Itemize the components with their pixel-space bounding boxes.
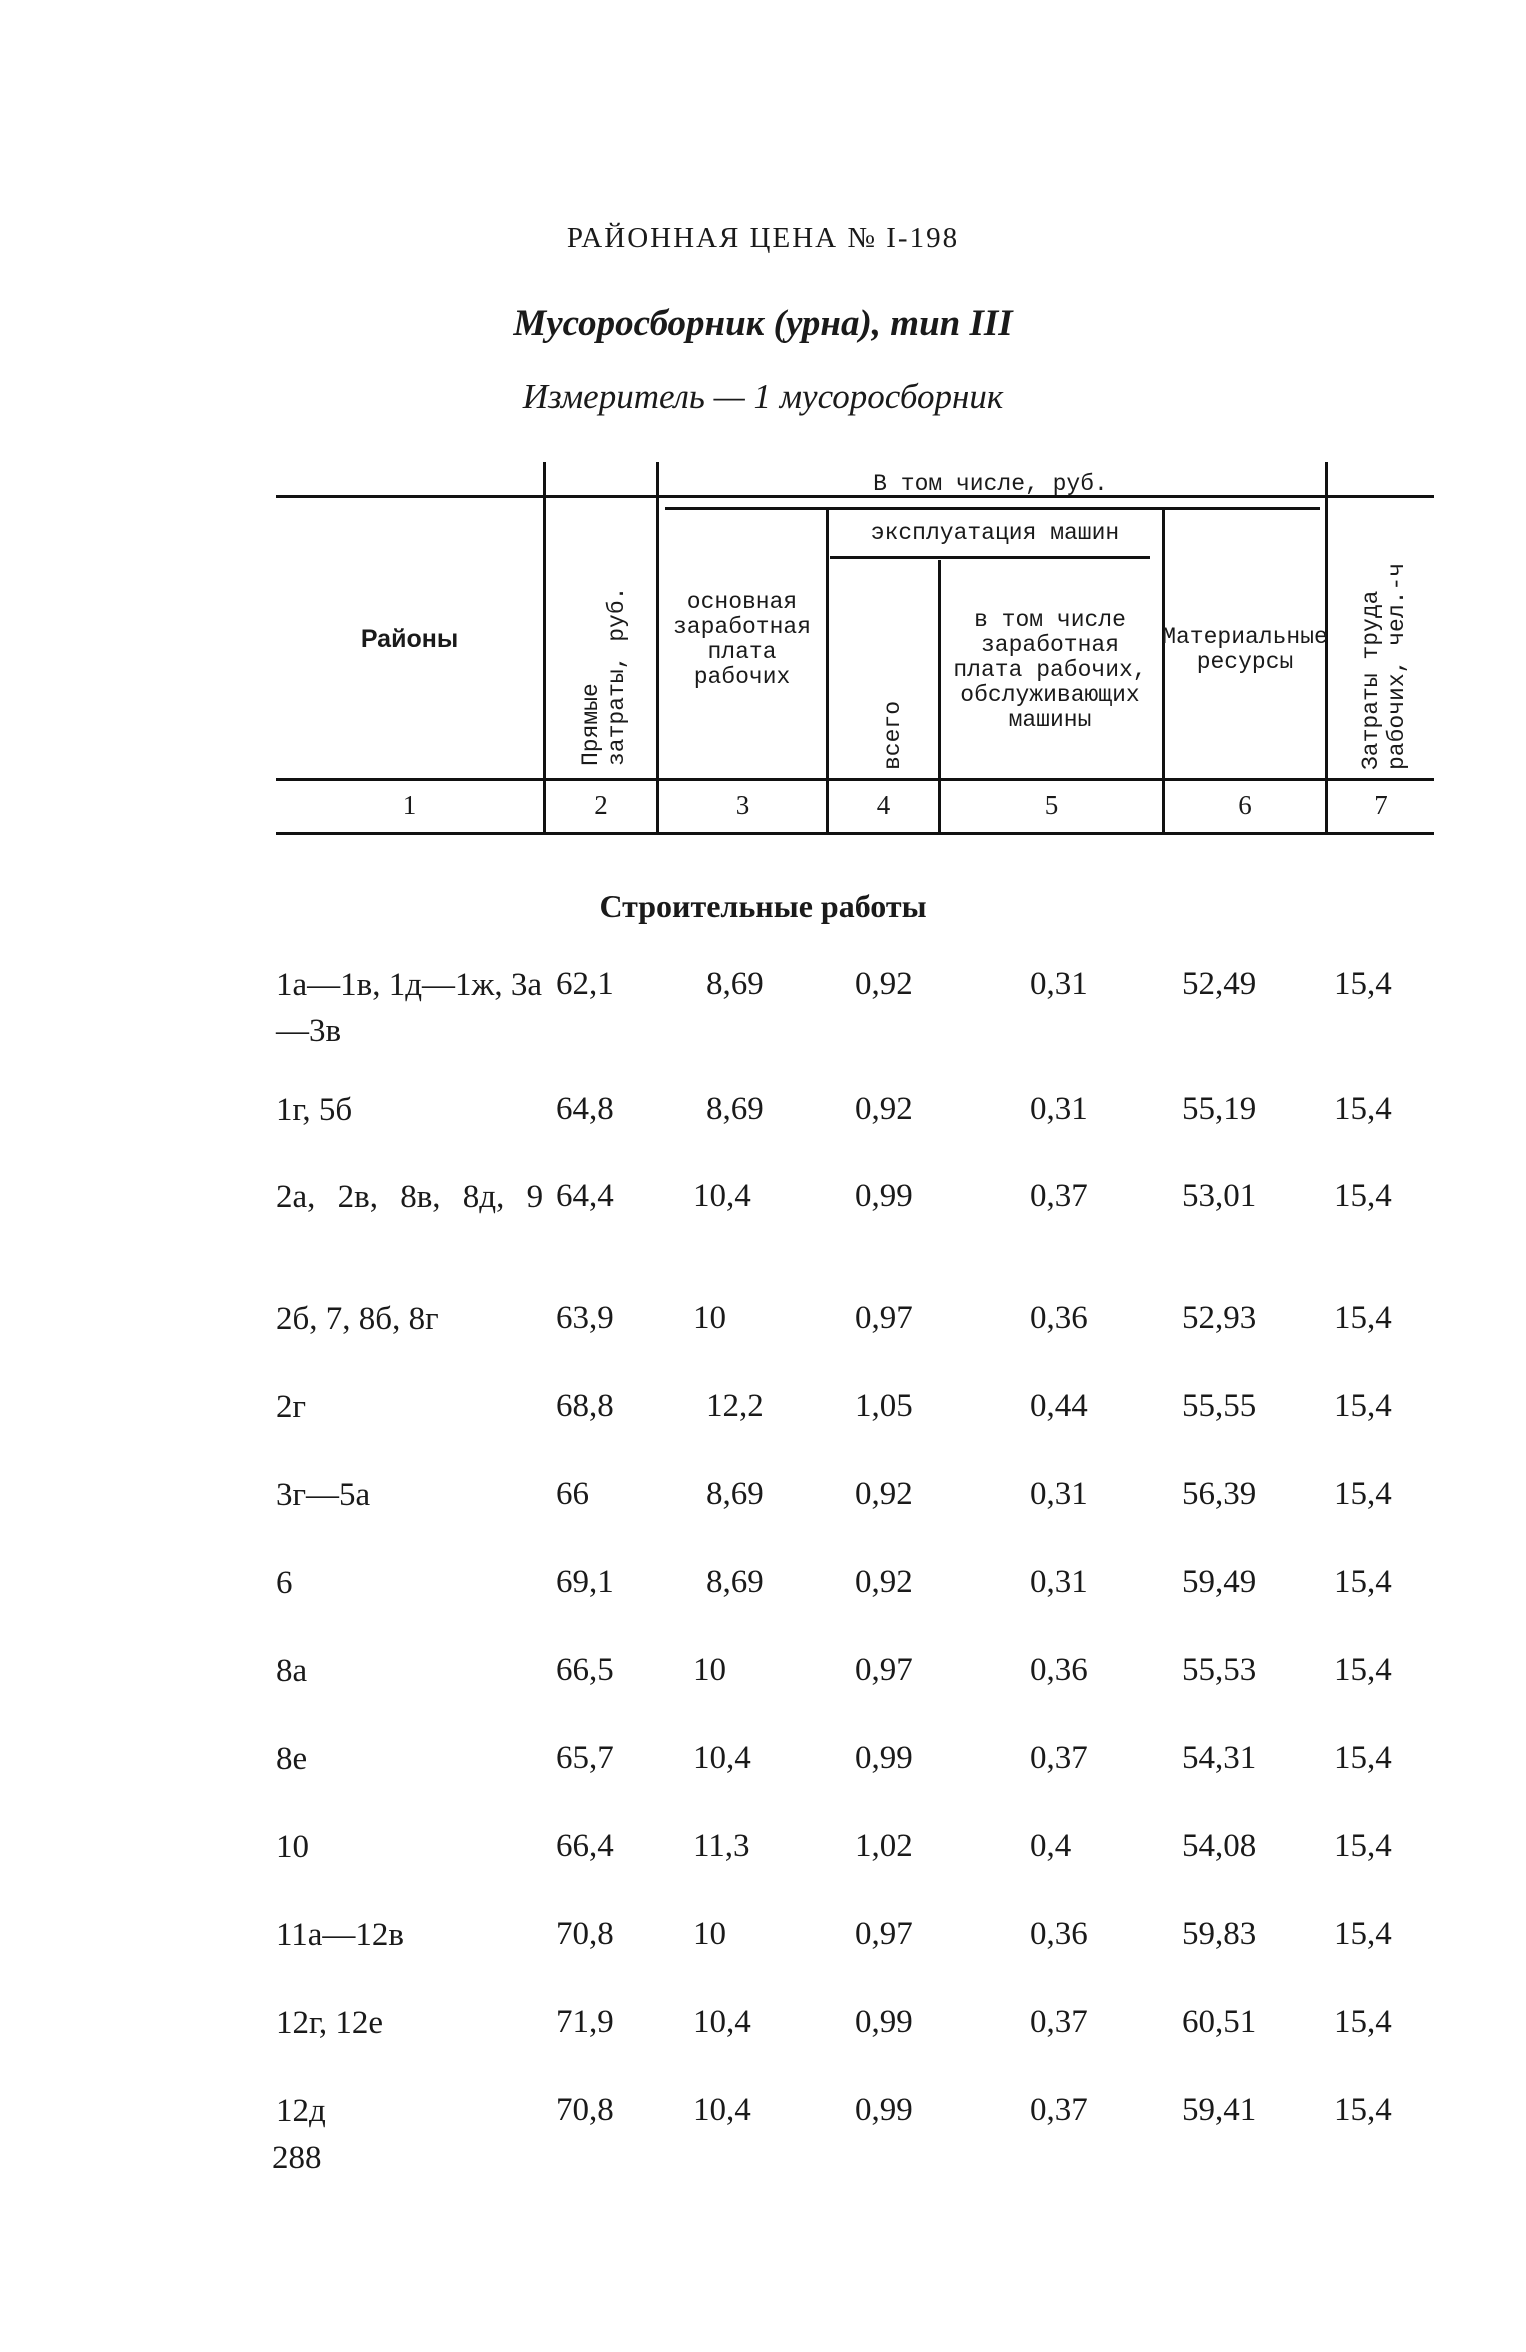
base-wages-cell: 8,69 [706,1091,764,1127]
materials-cell: 54,31 [1182,1740,1257,1776]
region-cell: 2а, 2в, 8в, 8д, 9 [276,1179,544,1215]
table-row [0,1736,1526,1782]
column-number-5: 5 [1044,790,1059,820]
header-including: В том числе, руб. [873,470,1108,497]
section-title: Строительные работы [599,888,927,924]
machine-wages-cell: 0,36 [1030,1652,1088,1688]
machines-total-cell: 0,97 [855,1652,913,1688]
materials-cell: 56,39 [1182,1476,1257,1512]
direct-costs-cell: 71,9 [556,2004,614,2040]
materials-cell: 59,41 [1182,2092,1257,2128]
labor-cell: 15,4 [1334,1828,1392,1864]
machine-wages-cell: 0,37 [1030,2004,1088,2040]
machines-total-cell: 0,92 [855,1091,913,1127]
labor-cell: 15,4 [1334,1091,1392,1127]
materials-cell: 54,08 [1182,1828,1257,1864]
machines-total-cell: 0,97 [855,1300,913,1336]
header-labor-costs: Затраты труда рабочих, чел.-ч [1358,562,1410,770]
header-base-wages: основная заработная плата рабочих [672,589,812,690]
column-number-7: 7 [1374,790,1388,820]
labor-cell: 15,4 [1334,1652,1392,1688]
page-number: 288 [272,2140,322,2176]
base-wages-cell: 10 [693,1300,726,1336]
materials-cell: 55,55 [1182,1388,1257,1424]
region-cell: 12г, 12е [276,2005,383,2041]
machine-wages-cell: 0,31 [1030,966,1088,1002]
region-cell: 1г, 5б [276,1092,353,1128]
materials-cell: 52,49 [1182,966,1257,1002]
materials-cell: 53,01 [1182,1178,1257,1214]
labor-cell: 15,4 [1334,966,1392,1002]
region-cell: 8а [276,1653,308,1689]
direct-costs-cell: 64,8 [556,1091,614,1127]
machines-total-cell: 0,97 [855,1916,913,1952]
machine-wages-cell: 0,37 [1030,2092,1088,2128]
direct-costs-cell: 70,8 [556,1916,614,1952]
region-cell: 10 [276,1829,309,1865]
machine-wages-cell: 0,31 [1030,1564,1088,1600]
table-row [0,1648,1526,1694]
document-code: РАЙОННАЯ ЦЕНА № I-198 [566,222,960,254]
base-wages-cell: 8,69 [706,966,764,1002]
direct-costs-cell: 66,4 [556,1828,614,1864]
base-wages-cell: 8,69 [706,1564,764,1600]
document-title: Мусоросборник (урна), тип III [513,303,1013,344]
region-cell: 12д [276,2093,326,2129]
col-divider-2 [656,462,659,832]
labor-cell: 15,4 [1334,2004,1392,2040]
col-divider-1 [543,462,546,832]
labor-cell: 15,4 [1334,1740,1392,1776]
column-number-1: 1 [402,790,417,820]
table-row [0,2088,1526,2134]
header-machine-operation: эксплуатация машин [870,519,1120,546]
column-number-2: 2 [594,790,608,820]
machines-total-cell: 0,99 [855,1740,913,1776]
direct-costs-cell: 69,1 [556,1564,614,1600]
machine-wages-cell: 0,37 [1030,1178,1088,1214]
materials-cell: 59,49 [1182,1564,1257,1600]
materials-cell: 55,19 [1182,1091,1257,1127]
region-cell: 11а—12в [276,1917,405,1953]
machine-wages-cell: 0,31 [1030,1091,1088,1127]
base-wages-cell: 8,69 [706,1476,764,1512]
machines-total-cell: 1,02 [855,1828,913,1864]
direct-costs-cell: 70,8 [556,2092,614,2128]
machines-total-cell: 0,92 [855,966,913,1002]
region-cell: 1а—1в, 1д—1ж, 3а—3в [276,967,542,1049]
machine-wages-cell: 0,37 [1030,1740,1088,1776]
table-row [0,1384,1526,1430]
base-wages-cell: 11,3 [693,1828,750,1864]
header-sub-rule-including [665,507,1320,510]
direct-costs-cell: 63,9 [556,1300,614,1336]
base-wages-cell: 10,4 [693,1740,751,1776]
header-machines-total: всего [880,700,906,770]
labor-cell: 15,4 [1334,2092,1392,2128]
column-number-4: 4 [876,790,891,820]
header-machine-operator-wages: в том числе заработная плата рабочих, обслуживающих машины [953,606,1147,733]
column-numbers-rule [276,832,1434,835]
direct-costs-cell: 66,5 [556,1652,614,1688]
machines-total-cell: 1,05 [855,1388,913,1424]
base-wages-cell: 10 [693,1916,726,1952]
machine-wages-cell: 0,36 [1030,1916,1088,1952]
machines-total-cell: 0,99 [855,2004,913,2040]
direct-costs-cell: 66 [556,1476,589,1512]
base-wages-cell: 10 [693,1652,726,1688]
header-material-resources: Материальные ресурсы [1162,624,1328,675]
base-wages-cell: 10,4 [693,1178,751,1214]
table-row [0,1824,1526,1870]
col-divider-3 [826,510,829,832]
labor-cell: 15,4 [1334,1178,1392,1214]
labor-cell: 15,4 [1334,1388,1392,1424]
table-row [0,1912,1526,1958]
direct-costs-cell: 62,1 [556,966,614,1002]
base-wages-cell: 10,4 [693,2004,751,2040]
region-cell: 2г [276,1389,307,1425]
base-wages-cell: 10,4 [693,2092,751,2128]
machines-total-cell: 0,92 [855,1564,913,1600]
table-row [0,1472,1526,1518]
region-cell: 6 [276,1565,293,1601]
direct-costs-cell: 68,8 [556,1388,614,1424]
header-direct-costs: Прямые затраты, руб. [578,586,630,766]
labor-cell: 15,4 [1334,1916,1392,1952]
direct-costs-cell: 65,7 [556,1740,614,1776]
direct-costs-cell: 64,4 [556,1178,614,1214]
materials-cell: 55,53 [1182,1652,1257,1688]
column-number-3: 3 [735,790,750,820]
materials-cell: 60,51 [1182,2004,1257,2040]
region-cell: 8е [276,1741,308,1777]
base-wages-cell: 12,2 [706,1388,764,1424]
labor-cell: 15,4 [1334,1476,1392,1512]
labor-cell: 15,4 [1334,1564,1392,1600]
table-row [0,2000,1526,2046]
document-subtitle: Измеритель — 1 мусоросборник [522,377,1004,416]
header-sub-rule-machines [830,556,1150,559]
table-row [0,1560,1526,1606]
header-regions: Районы [360,624,459,653]
table-row [0,962,1526,1054]
labor-cell: 15,4 [1334,1300,1392,1336]
region-cell: 3г—5а [276,1477,371,1513]
column-number-6: 6 [1238,790,1252,820]
region-cell: 2б, 7, 8б, 8г [276,1301,439,1337]
table-row [0,1087,1526,1133]
header-bottom-rule [276,778,1434,781]
machines-total-cell: 0,99 [855,2092,913,2128]
materials-cell: 52,93 [1182,1300,1257,1336]
machine-wages-cell: 0,4 [1030,1828,1072,1864]
table-row [0,1296,1526,1342]
machine-wages-cell: 0,31 [1030,1476,1088,1512]
table-row [0,1174,1526,1266]
machines-total-cell: 0,92 [855,1476,913,1512]
machines-total-cell: 0,99 [855,1178,913,1214]
machine-wages-cell: 0,36 [1030,1300,1088,1336]
materials-cell: 59,83 [1182,1916,1257,1952]
machine-wages-cell: 0,44 [1030,1388,1088,1424]
